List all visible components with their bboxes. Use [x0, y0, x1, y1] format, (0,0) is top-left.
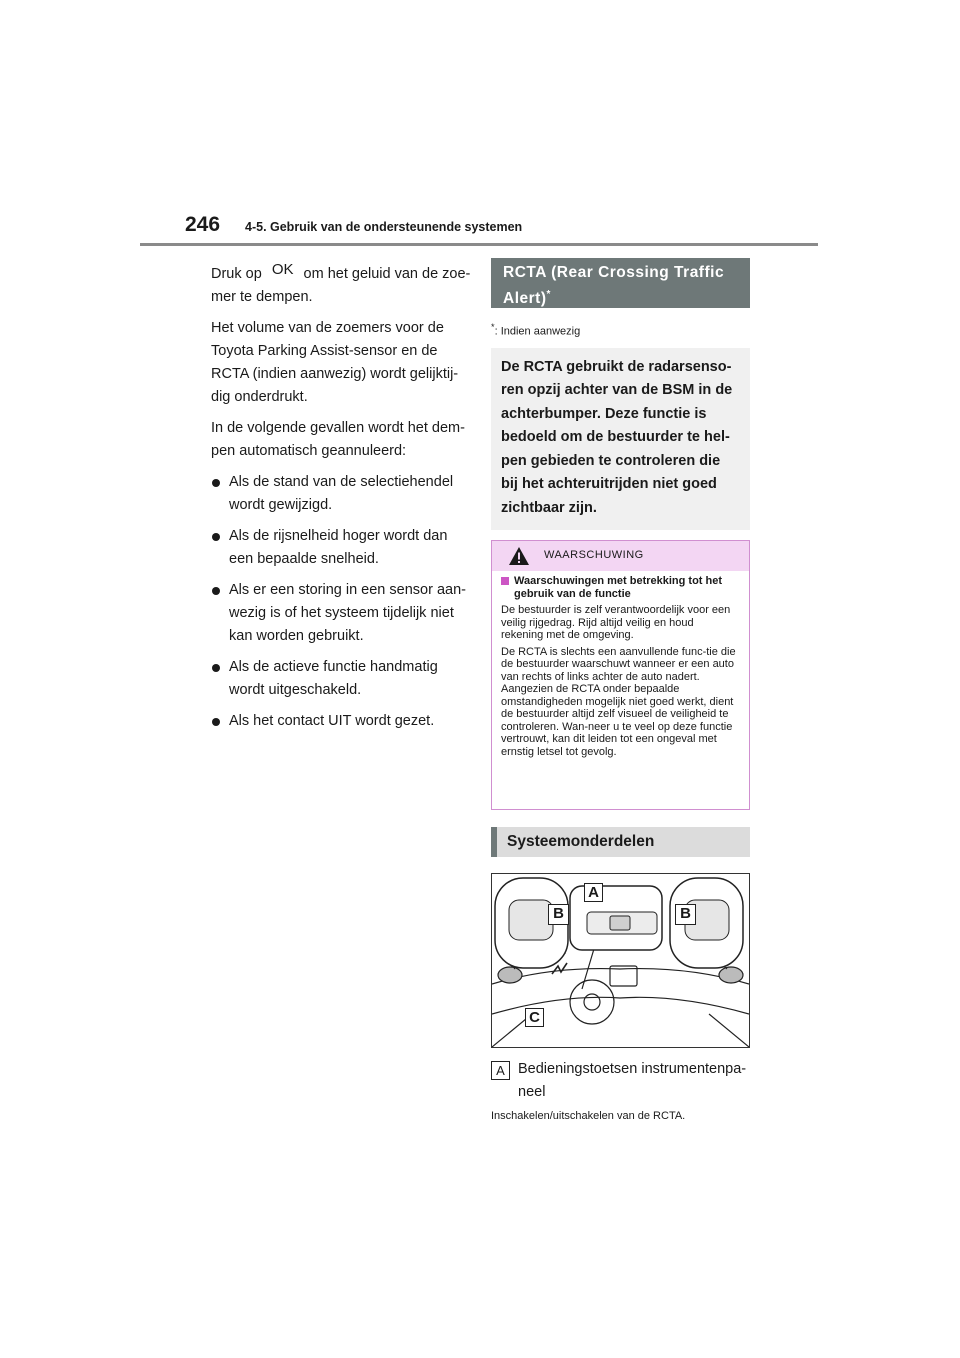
label-b-right: B	[675, 904, 696, 925]
page-number: 246	[185, 213, 221, 236]
caption-main: Bedieningstoetsen instrumentenpa-neel	[518, 1061, 747, 1101]
warning-header	[492, 541, 749, 571]
rcta-title-bar	[491, 258, 750, 308]
footnote-mark: *	[491, 322, 495, 332]
warning-subhead-text: Waarschuwingen met betrekking tot het gebruik van de functie	[514, 575, 723, 600]
warning-label: WAARSCHUWING	[544, 549, 644, 562]
mute-instruction	[211, 262, 471, 309]
label-c: C	[525, 1008, 544, 1027]
caption-tag: A	[491, 1061, 510, 1080]
dashboard-illustration	[491, 873, 750, 1048]
warning-box	[491, 540, 750, 810]
footnote-text: : Indien aanwezig	[494, 325, 581, 338]
label-a: A	[584, 883, 603, 902]
list-item: Als de stand van de selectiehendel wordt gewijzigd.	[211, 471, 471, 517]
warning-triangle-icon	[508, 546, 530, 566]
label-b-left: B	[548, 904, 569, 925]
caption-sub: Inschakelen/uitschakelen van de RCTA.	[491, 1110, 686, 1123]
rcta-title: RCTA (Rear Crossing Traffic Alert)	[503, 264, 725, 308]
warning-body	[492, 571, 749, 758]
list-item: Als de actieve functie handmatig wordt uitgeschakeld.	[211, 656, 471, 702]
warning-subhead	[501, 575, 737, 600]
caption-a	[491, 1058, 750, 1104]
section-title: 4-5. Gebruik van de ondersteunende systemen	[245, 220, 523, 234]
list-item: Als er een storing in een sensor aan-wezig is of het systeem tijdelijk niet kan worden gebruikt.	[211, 579, 471, 648]
footnote	[491, 322, 750, 338]
list-item: Als de rijsnelheid hoger wordt dan een bepaalde snelheid.	[211, 525, 471, 571]
warning-paragraph-2: De RCTA is slechts een aanvullende func-tie die de bestuurder waarschuwt wanneer er een auto van rechts of links achter de auto nadert. Aangezien de RCTA onder bepaalde omstandigheden mogelijk niet goed werkt, dient de bestuurder altijd zelf visueel de veiligheid te controleren. Wan-neer u te veel op deze functie vertrouwt, kan dit leiden tot een ongeval met ernstig letsel tot gevolg.	[501, 645, 736, 758]
square-bullet-icon	[501, 577, 509, 585]
volume-paragraph: Het volume van de zoemers voor de Toyota Parking Assist-sensor en de RCTA (indien aanwezig) wordt gelijktij-dig onderdrukt.	[211, 320, 459, 405]
right-column	[491, 258, 750, 1122]
summary-box: De RCTA gebruikt de radarsenso-ren opzij achter van de BSM in de achterbumper. Deze functie is bedoeld om de bestuurder te hel-pen gebieden te controleren die bij het achteruitrijden niet goed zichtbaar zijn.	[491, 348, 750, 531]
header-rule	[140, 243, 818, 246]
left-column	[211, 262, 471, 741]
warning-paragraph-1: De bestuurder is zelf verantwoordelijk voor een veilig rijgedrag. Rijd altijd veilig en houd rekening met de omgeving.	[501, 604, 731, 642]
ok-button-symbol: OK	[271, 261, 294, 278]
list-item: Als het contact UIT wordt gezet.	[211, 710, 471, 733]
systeem-title: Systeemonderdelen	[491, 827, 750, 857]
rcta-asterisk: *	[546, 289, 551, 300]
para1-before: Druk op	[211, 266, 262, 282]
cancel-paragraph: In de volgende gevallen wordt het dem-pen automatisch geannuleerd:	[211, 420, 465, 459]
para1-after: om het geluid van de zoe-mer te dempen.	[211, 266, 471, 305]
cancel-conditions-list	[211, 471, 471, 733]
